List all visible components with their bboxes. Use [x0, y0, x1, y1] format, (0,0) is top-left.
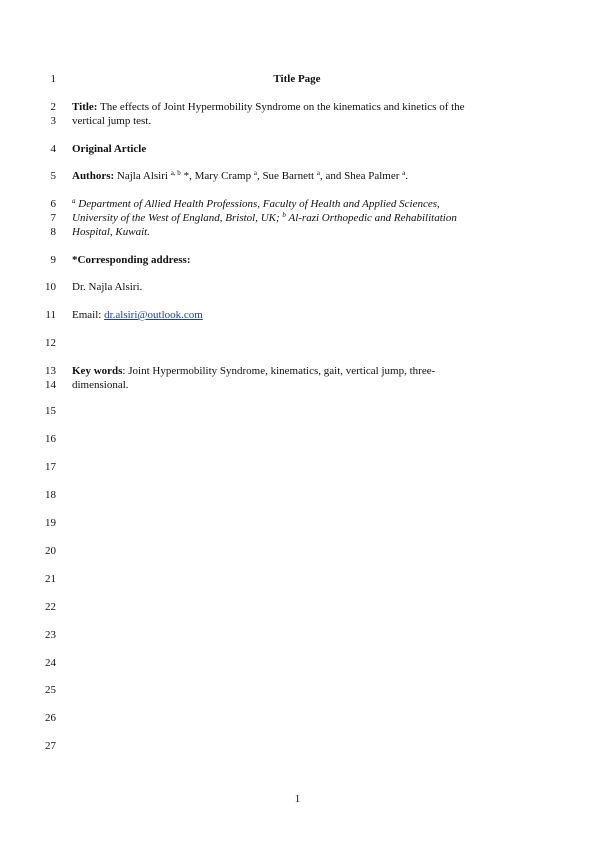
line-number: 10 — [45, 281, 56, 293]
line-number: 8 — [50, 226, 56, 238]
line-number: 22 — [45, 601, 56, 613]
affiliation-line-2 — [72, 212, 522, 225]
keywords-label: Key words — [72, 365, 123, 377]
corresponding-name: Dr. Najla Alsiri. — [72, 281, 143, 293]
author-name: , and Shea Palmer — [319, 170, 403, 182]
line-number: 23 — [45, 629, 56, 641]
title-text: The effects of Joint Hypermobility Syndrome on the kinematics and kinetics of the — [97, 101, 465, 113]
affiliation-line-1 — [72, 198, 522, 211]
line-number: 13 — [45, 365, 56, 377]
line-number: 16 — [45, 433, 56, 445]
page-number: 1 — [294, 793, 301, 805]
author-affiliation-sup: a — [253, 169, 257, 177]
line-number: 26 — [45, 712, 56, 724]
author-name: Najla Alsiri — [114, 170, 171, 182]
line-number: 21 — [45, 573, 56, 585]
authors-line — [72, 170, 522, 183]
line-number: 17 — [45, 461, 56, 473]
affiliation-text: Al-razi Orthopedic and Rehabilitation — [285, 212, 457, 224]
affiliation-text: Hospital, Kuwait. — [72, 226, 150, 238]
keywords-text: : Joint Hypermobility Syndrome, kinematics, gait, vertical jump, three- — [122, 365, 436, 377]
authors-label: Authors: — [72, 170, 115, 182]
affiliation-sup: a — [72, 197, 76, 205]
author-affiliation-sup: a — [402, 169, 406, 177]
line-number: 14 — [45, 379, 56, 391]
line-number: 5 — [50, 170, 56, 182]
line-number: 1 — [50, 73, 56, 85]
article-type-label: Original Article — [72, 143, 147, 155]
page-heading — [72, 73, 522, 86]
corresponding-heading — [72, 254, 522, 267]
line-number: 20 — [45, 545, 56, 557]
author-name: , Mary Cramp — [189, 170, 254, 182]
line-number: 24 — [45, 657, 56, 669]
line-number: 2 — [50, 101, 56, 113]
line-number: 4 — [50, 143, 56, 155]
author-name: , Sue Barnett — [256, 170, 317, 182]
email-link[interactable]: dr.alsiri@outlook.com — [104, 309, 203, 321]
keywords-line-1 — [72, 365, 522, 378]
affiliation-line-3 — [72, 226, 522, 239]
authors-end: . — [405, 170, 408, 182]
corresponding-label: *Corresponding address: — [72, 254, 191, 266]
line-number: 3 — [50, 115, 56, 127]
line-number: 15 — [45, 405, 56, 417]
line-number: 19 — [45, 517, 56, 529]
corresponding-mark: * — [180, 170, 190, 182]
email-line — [72, 309, 522, 322]
line-number: 11 — [45, 309, 56, 321]
line-number: 18 — [45, 489, 56, 501]
affiliation-text: University of the West of England, Bristol, UK; — [72, 212, 283, 224]
title-page-label: Title Page — [273, 73, 321, 85]
title-line-1 — [72, 101, 522, 114]
line-number: 9 — [50, 254, 56, 266]
affiliation-text: Department of Allied Health Professions, Faculty of Health and Applied Sciences, — [75, 198, 440, 210]
article-type — [72, 143, 522, 156]
keywords-line-2: dimensional. — [72, 379, 129, 391]
email-label: Email: — [72, 309, 105, 321]
line-number: 6 — [50, 198, 56, 210]
affiliation-sup: b — [282, 211, 286, 219]
author-affiliation-sup: a — [316, 169, 320, 177]
line-number: 25 — [45, 684, 56, 696]
author-affiliation-sup: a, b — [170, 169, 181, 177]
line-number: 7 — [50, 212, 56, 224]
line-number: 12 — [45, 337, 56, 349]
line-number: 27 — [45, 740, 56, 752]
title-label: Title: — [72, 101, 98, 113]
title-line-2: vertical jump test. — [72, 115, 152, 127]
